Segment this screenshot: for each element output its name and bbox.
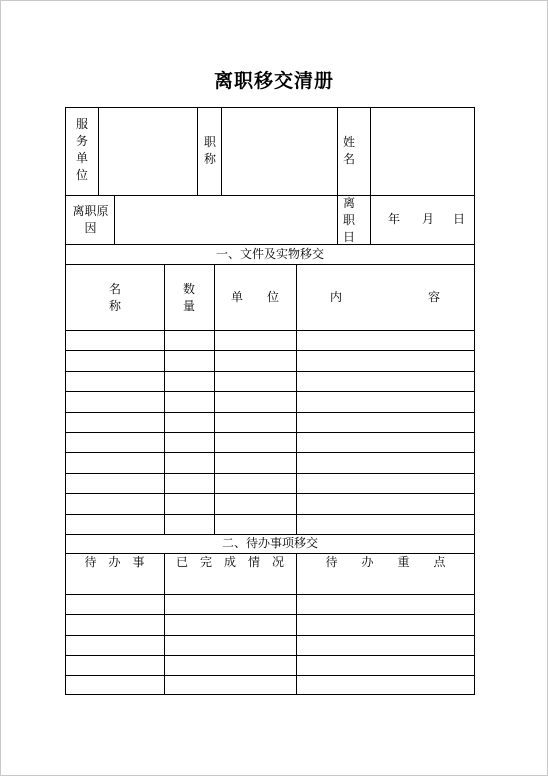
label-name: 姓 名 <box>342 135 355 166</box>
col-status: 已 完 成 情 况 <box>175 555 284 569</box>
col-key-points: 待 办 重 点 <box>325 555 446 569</box>
rule <box>370 107 371 244</box>
date-month: 月 <box>422 212 435 226</box>
rule <box>114 195 115 244</box>
table-row-rule <box>65 514 475 515</box>
table-row-rule <box>65 350 475 351</box>
table-row-rule <box>65 473 475 474</box>
rule <box>164 553 165 695</box>
section2-title: 二、待办事项移交 <box>221 536 318 550</box>
table-row-rule <box>65 675 475 676</box>
table-row-rule <box>65 412 475 413</box>
label-leave-date: 离 职 日 <box>342 196 355 244</box>
section1-title: 一、文件及实物移交 <box>215 247 324 261</box>
table-row-rule <box>65 655 475 656</box>
rule <box>296 264 297 534</box>
rule <box>197 107 198 195</box>
table-row-rule <box>65 493 475 494</box>
table-row-rule <box>65 452 475 453</box>
label-service-unit: 服 务 单 位 <box>75 117 88 182</box>
col-unit: 单 位 <box>230 290 279 304</box>
col-content-left: 内 <box>330 290 343 304</box>
table-row-rule <box>65 391 475 392</box>
col-todo: 待 办 事 <box>84 555 145 569</box>
col-content-right: 容 <box>428 290 441 304</box>
label-leave-reason: 离职原因 <box>72 204 109 235</box>
table-row-rule <box>65 635 475 636</box>
rule <box>65 195 475 196</box>
table-row-rule <box>65 614 475 615</box>
date-year: 年 <box>388 212 401 226</box>
label-position: 职 称 <box>203 135 216 166</box>
rule <box>337 107 338 244</box>
table-row-rule <box>65 594 475 595</box>
rule <box>65 264 475 265</box>
col-name: 名 称 <box>108 282 121 313</box>
rule <box>221 107 222 195</box>
date-day: 日 <box>453 212 466 226</box>
rule <box>296 553 297 695</box>
rule <box>164 264 165 534</box>
document-title: 离职移交清册 <box>213 70 334 92</box>
table-row-rule <box>65 371 475 372</box>
table-row-rule <box>65 432 475 433</box>
rule <box>65 330 475 331</box>
col-quantity: 数 量 <box>182 282 195 313</box>
rule <box>98 107 99 195</box>
rule <box>65 244 475 245</box>
